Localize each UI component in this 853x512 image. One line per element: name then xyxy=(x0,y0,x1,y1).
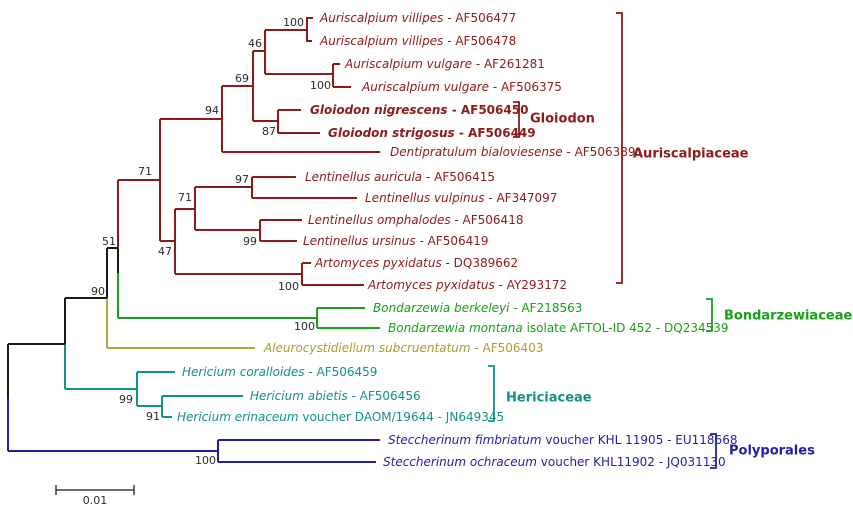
accession: - AF506418 xyxy=(450,213,524,227)
species-name: Hericium erinaceum xyxy=(177,410,299,424)
taxon-label xyxy=(310,103,528,117)
bootstrap-value: 71 xyxy=(138,165,152,178)
taxon-label xyxy=(388,321,729,335)
accession: voucher DAOM/19644 - JN649345 xyxy=(298,410,505,424)
species-name: Steccherinum ochraceum xyxy=(383,455,537,469)
species-name: Hericium abietis xyxy=(250,389,348,403)
species-name: Lentinellus vulpinus xyxy=(365,191,485,205)
accession: - AY293172 xyxy=(494,278,568,292)
bootstrap-value: 100 xyxy=(310,79,331,92)
accession: - AF506459 xyxy=(304,365,378,379)
accession: - AF506477 xyxy=(443,11,517,25)
accession: - AF506456 xyxy=(347,389,421,403)
accession: - AF506449 xyxy=(454,126,536,140)
scale-bar-label: 0.01 xyxy=(82,494,108,507)
accession: - AF506478 xyxy=(443,34,517,48)
species-name: Lentinellus ursinus xyxy=(303,234,416,248)
species-name: Artomyces pyxidatus xyxy=(368,278,495,292)
bootstrap-value: 71 xyxy=(178,191,192,204)
bootstrap-value: 47 xyxy=(158,245,172,258)
species-name: Lentinellus omphalodes xyxy=(308,213,451,227)
species-name: Aleurocystidiellum subcruentatum xyxy=(264,341,471,355)
taxon-label xyxy=(320,34,516,48)
accession: - AF506403 xyxy=(470,341,544,355)
taxon-label xyxy=(388,433,737,447)
bootstrap-value: 100 xyxy=(294,320,315,333)
accession: - AF506450 xyxy=(447,103,529,117)
bootstrap-value: 99 xyxy=(243,235,257,248)
bootstrap-value: 100 xyxy=(283,16,304,29)
species-name: Bondarzewia berkeleyi xyxy=(373,301,510,315)
bootstrap-value: 90 xyxy=(91,285,105,298)
species-name: Steccherinum fimbriatum xyxy=(388,433,542,447)
bootstrap-value: 100 xyxy=(278,280,299,293)
accession: voucher KHL11902 - JQ031130 xyxy=(536,455,726,469)
bootstrap-value: 87 xyxy=(262,125,276,138)
accession: - AF506419 xyxy=(415,234,489,248)
bootstrap-value: 94 xyxy=(205,104,219,117)
accession: - DQ389662 xyxy=(441,256,519,270)
taxon-label xyxy=(308,213,523,227)
bondarzewiaceae-branches xyxy=(118,273,380,328)
taxon-label xyxy=(365,191,557,205)
taxon-label xyxy=(182,365,377,379)
clade-label-polyporales: Polyporales xyxy=(729,443,815,459)
species-name: Auriscalpium vulgare xyxy=(345,57,473,71)
taxon-label xyxy=(373,301,582,315)
taxon-label xyxy=(345,57,545,71)
species-name: Bondarzewia montana xyxy=(388,321,523,335)
accession: isolate AFTOL-ID 452 - DQ234539 xyxy=(522,321,729,335)
backbone-branches xyxy=(8,248,118,397)
species-name: Auriscalpium villipes xyxy=(320,34,444,48)
species-name: Lentinellus auricula xyxy=(305,170,423,184)
accession: - AF506389 xyxy=(562,145,636,159)
aleurocystidiellum-branch xyxy=(107,298,255,348)
accession: - AF506415 xyxy=(422,170,496,184)
accession: - AF218563 xyxy=(509,301,583,315)
bootstrap-value: 91 xyxy=(146,410,160,423)
species-name: Gloiodon strigosus xyxy=(328,126,455,140)
taxon-label xyxy=(320,11,516,25)
species-name: Dentipratulum bialoviesense xyxy=(390,145,563,159)
polyporales-branches xyxy=(8,397,380,462)
hericiaceae-branches xyxy=(65,344,243,417)
bootstrap-value: 99 xyxy=(119,393,133,406)
taxon-label xyxy=(264,341,543,355)
taxon-label xyxy=(305,170,495,184)
taxon-label xyxy=(303,234,489,248)
taxon-label xyxy=(368,278,567,292)
taxon-label xyxy=(383,455,726,469)
accession: - AF506375 xyxy=(489,80,562,94)
taxon-label xyxy=(177,410,504,424)
bootstrap-value: 100 xyxy=(195,454,216,467)
species-name: Gloiodon nigrescens xyxy=(310,103,448,117)
clade-label-gloiodon: Gloiodon xyxy=(530,111,595,127)
taxon-label xyxy=(315,256,518,270)
clade-label-hericiaceae: Hericiaceae xyxy=(506,390,592,406)
species-name: Hericium coralloides xyxy=(182,365,305,379)
accession: - AF261281 xyxy=(472,57,545,71)
bootstrap-value: 69 xyxy=(235,72,249,85)
taxon-label xyxy=(328,126,536,140)
accession: voucher KHL 11905 - EU118668 xyxy=(541,433,738,447)
bootstrap-value: 46 xyxy=(248,37,262,50)
taxon-label xyxy=(362,80,562,94)
species-name: Auriscalpium villipes xyxy=(320,11,444,25)
bootstrap-value: 51 xyxy=(102,235,116,248)
clade-label-auriscalpiaceae: Auriscalpiaceae xyxy=(633,146,749,162)
clade-label-bondarzewiaceae: Bondarzewiaceae xyxy=(724,308,853,324)
species-name: Auriscalpium vulgare xyxy=(362,80,490,94)
taxon-label xyxy=(250,389,421,403)
accession: - AF347097 xyxy=(484,191,558,205)
bootstrap-value: 97 xyxy=(235,173,249,186)
taxon-label xyxy=(390,145,636,159)
species-name: Artomyces pyxidatus xyxy=(315,256,442,270)
